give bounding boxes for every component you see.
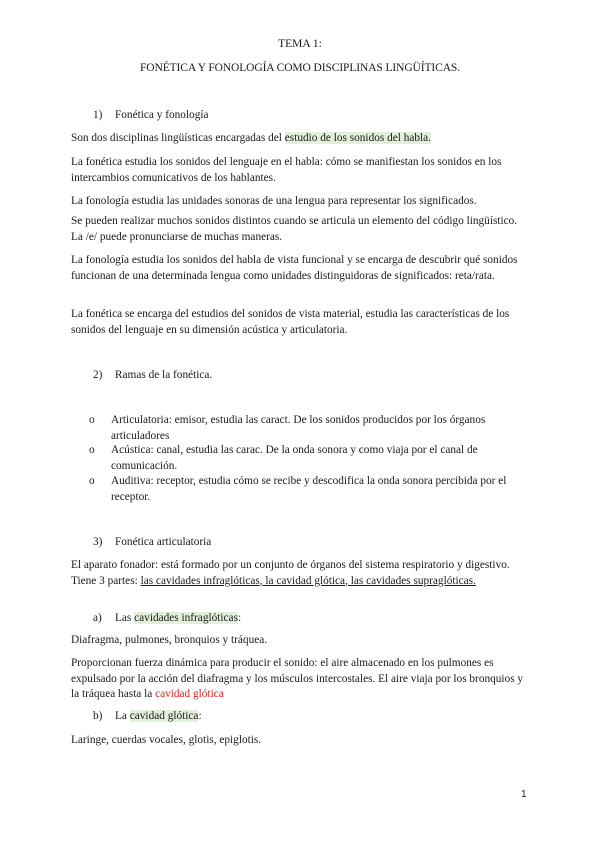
section3-p3-text: Proporcionan fuerza dinámica para producir el sonido: el aire almacenado en los pulmones es expulsado por la acción del diafragma y los músculos intercostales. El aire viaja por los bronquios y la tráquea hasta la	[71, 657, 524, 700]
bullet-text: Auditiva: receptor, estudia cómo se recibe y descodifica la onda sonora percibida por el receptor.	[111, 475, 507, 503]
bullet-text: Acústica: canal, estudia las carac. De la onda sonora y como viaja por el canal de comunicación.	[111, 444, 478, 472]
section3-number: 3)	[93, 536, 103, 548]
subsection-b-marker: b)	[93, 710, 103, 722]
section1-paragraph-2: La fonética estudia los sonidos del lenguaje en el habla: cómo se manifiestan los sonidos en los intercambios comunicativos de los hablantes.	[71, 156, 502, 184]
section1-paragraph-3: La fonología estudia las unidades sonoras de una lengua para representar los significados.	[71, 195, 477, 207]
section2-heading	[93, 368, 553, 384]
section1-number: 1)	[93, 109, 103, 121]
subsection-b-pre: La	[115, 710, 130, 722]
bullet-marker: o	[89, 475, 95, 487]
section3-heading	[93, 535, 553, 551]
section3-p3-red: cavidad glótica	[155, 688, 224, 700]
section3-paragraph-3	[71, 656, 531, 703]
section1-paragraph-5: La fonología estudia los sonidos del habla de vista funcional y se encarga de descubrir qué sonidos funcionan de una determinada lengua como unidades distinguidoras de significados: reta/rata.	[71, 254, 518, 282]
subsection-b-highlight: cavidad glótica	[129, 710, 199, 722]
subsection-a-heading	[93, 611, 553, 627]
section1-paragraph-1	[71, 131, 531, 147]
section3-p1-text: El aparato fonador: está formado por un conjunto de órganos del sistema respiratorio y digestivo. Tiene 3 partes:	[71, 559, 510, 587]
document-title-line2: FONÉTICA Y FONOLOGÍA COMO DISCIPLINAS LINGÜÍTICAS.	[140, 62, 460, 74]
subsection-b-post: :	[198, 710, 202, 722]
section1-paragraph-4: Se pueden realizar muchos sonidos distintos cuando se articula un elemento del código lingüístico. La /e/ puede pronunciarse de muchas maneras.	[71, 215, 518, 243]
subsection-a-highlight: cavidades infraglóticas	[134, 612, 238, 624]
list-item	[89, 413, 529, 444]
document-title-line1: TEMA 1:	[278, 38, 322, 50]
list-item	[89, 443, 529, 474]
page-number: 1	[521, 789, 527, 800]
section1-paragraph-6: La fonética se encarga del estudios del sonidos de vista material, estudia las características de los sonidos del lenguaje en su dimensión acústica y articulatoria.	[71, 308, 510, 336]
section3-p1-underlined: las cavidades infraglóticas, la cavidad glótica, las cavidades supraglóticas.	[140, 574, 476, 587]
section2-heading-text: Ramas de la fonética.	[115, 369, 213, 381]
bullet-marker: o	[89, 414, 95, 426]
section1-heading-text: Fonética y fonología	[115, 109, 209, 121]
section1-p1-text: Son dos disciplinas lingüísticas encargadas del	[71, 132, 285, 144]
section2-number: 2)	[93, 369, 103, 381]
subsection-a-post: :	[237, 612, 242, 624]
bullet-marker: o	[89, 444, 95, 456]
subsection-b-heading	[93, 709, 553, 725]
section3-paragraph-2: Diafragma, pulmones, bronquios y tráquea.	[71, 634, 268, 646]
subsection-a-pre: Las	[115, 612, 135, 624]
bullet-text: Articulatoria: emisor, estudia las caract. De los sonidos producidos por los órganos articuladores	[111, 414, 486, 442]
list-item	[89, 474, 529, 505]
section3-heading-text: Fonética articulatoria	[115, 536, 212, 548]
section1-heading	[93, 108, 553, 124]
subsection-a-marker: a)	[93, 612, 102, 624]
section3-paragraph-4: Laringe, cuerdas vocales, glotis, epiglotis.	[71, 734, 262, 746]
section1-p1-highlight: estudio de los sonidos del habla.	[284, 132, 431, 144]
section3-paragraph-1	[71, 558, 531, 589]
